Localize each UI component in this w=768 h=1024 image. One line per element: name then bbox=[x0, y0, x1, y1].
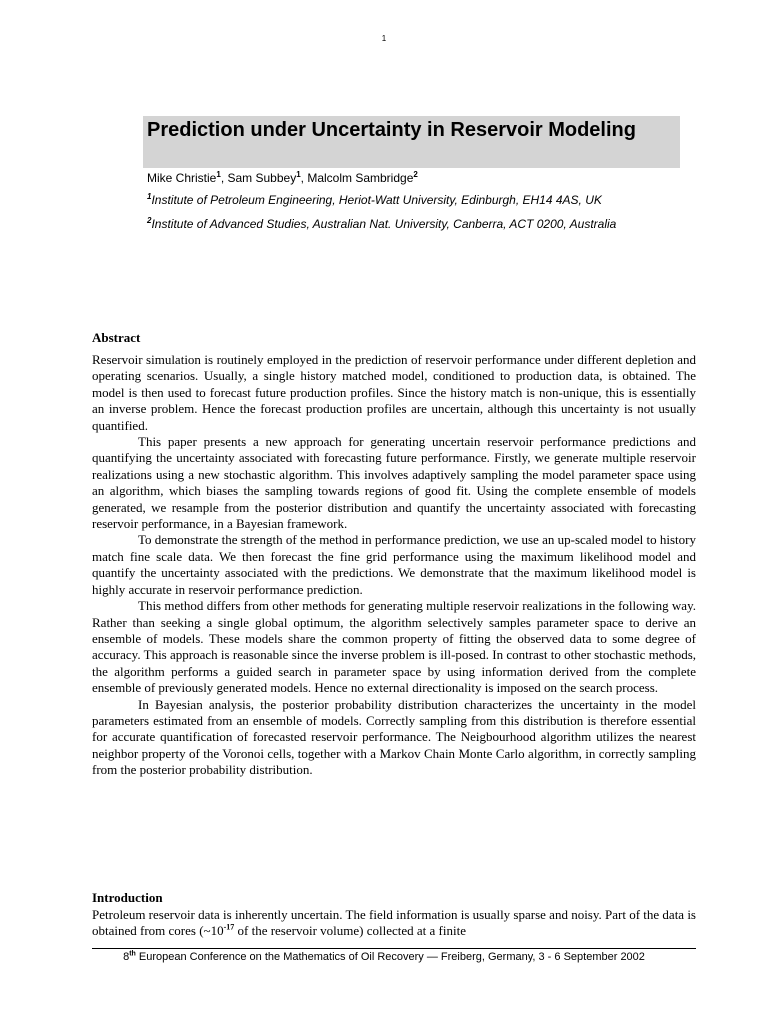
footer-ordinal: 8 bbox=[123, 951, 130, 963]
footer-ordinal-suffix: th bbox=[129, 950, 136, 958]
intro-text-after: of the reservoir volume) collected at a finite bbox=[234, 923, 466, 939]
abstract-heading: Abstract bbox=[92, 330, 141, 345]
title-box bbox=[143, 116, 680, 168]
page-number: 1 bbox=[381, 34, 387, 43]
author-name: Mike Christie bbox=[147, 171, 217, 185]
abstract-paragraph: To demonstrate the strength of the method in performance prediction, we use an up-scaled model to history match fine scale data. We then forecast the fine grid performance using the maximum likelihood model and quantify the uncertainty associated with the predictions. We demonstrate that the maximum likelihood model is highly accurate in reservoir performance prediction. bbox=[92, 532, 696, 597]
author-name: Malcolm Sambridge bbox=[307, 171, 414, 185]
footer bbox=[0, 950, 768, 964]
author-separator: , bbox=[300, 171, 308, 185]
affiliation-marker: 1 bbox=[216, 170, 221, 179]
abstract-paragraph: This method differs from other methods for generating multiple reservoir realizations in the following way. Rather than seeking a single global optimum, the algorithm selectively samples parameter space to derive an ensemble of models. These models share the common property of fitting the observed data to some degree of accuracy. This approach is reasonable since the inverse problem is ill-posed. In contrast to other stochastic methods, the algorithm performs a guided search in parameter space by using information derived from the complete ensemble of previously generated models. Hence no external directionality is imposed on the search process. bbox=[92, 598, 696, 696]
affiliation-text: Institute of Petroleum Engineering, Heriot-Watt University, Edinburgh, EH14 4AS, UK bbox=[151, 193, 602, 207]
abstract-body bbox=[92, 352, 696, 779]
affiliation-2 bbox=[147, 217, 707, 232]
intro-text-before: Petroleum reservoir data is inherently uncertain. The field information is usually sparse and noisy. Part of the data is obtained from cores (~10 bbox=[92, 907, 696, 939]
paper-title: Prediction under Uncertainty in Reservoir Modeling bbox=[147, 119, 636, 141]
affiliation-marker: 2 bbox=[413, 170, 418, 179]
footer-rule bbox=[92, 948, 696, 949]
affiliation-marker: 2 bbox=[147, 216, 152, 225]
introduction-paragraph bbox=[92, 907, 696, 940]
abstract-paragraph: In Bayesian analysis, the posterior probability distribution characterizes the uncertainty in the model parameters estimated from an ensemble of models. Correctly sampling from this distribution is therefore essential for accurate quantification of forecasted reservoir performance. The Neigbourhood algorithm utilizes the nearest neighbor property of the Voronoi cells, together with a Markov Chain Monte Carlo algorithm, in correctly sampling from the posterior probability distribution. bbox=[92, 696, 696, 778]
affiliation-marker: 1 bbox=[296, 170, 301, 179]
abstract-paragraph: Reservoir simulation is routinely employed in the prediction of reservoir performance under different depletion and operating scenarios. Usually, a single history matched model, conditioned to production data, is obtained. The model is then used to forecast future production profiles. Since the history match is non-unique, this is essentially an inverse problem. Hence the forecast production profiles are uncertain, although this uncertainty is not usually quantified. bbox=[92, 352, 696, 433]
introduction-heading: Introduction bbox=[92, 890, 163, 905]
introduction-body bbox=[92, 907, 696, 940]
exponent: -17 bbox=[223, 923, 235, 933]
affiliation-1 bbox=[147, 193, 707, 208]
affiliation-marker: 1 bbox=[147, 192, 152, 201]
author-list bbox=[147, 171, 687, 186]
affiliation-text: Institute of Advanced Studies, Australian Nat. University, Canberra, ACT 0200, Australia bbox=[151, 217, 617, 231]
footer-text: European Conference on the Mathematics of Oil Recovery — Freiberg, Germany, 3 - 6 September 2002 bbox=[135, 951, 645, 963]
author-separator: , bbox=[220, 171, 228, 185]
author-name: Sam Subbey bbox=[227, 171, 297, 185]
abstract-paragraph: This paper presents a new approach for generating uncertain reservoir performance predictions and quantifying the uncertainty associated with forecasting future performance. Firstly, we generate multiple reservoir realizations using a new stochastic algorithm. This involves adaptively sampling the model parameter space using an algorithm, which biases the sampling towards regions of good fit. Using the complete ensemble of models generated, we resample from the posterior distribution and quantify the uncertainty associated with forecasting reservoir performance, in a Bayesian framework. bbox=[92, 434, 696, 532]
